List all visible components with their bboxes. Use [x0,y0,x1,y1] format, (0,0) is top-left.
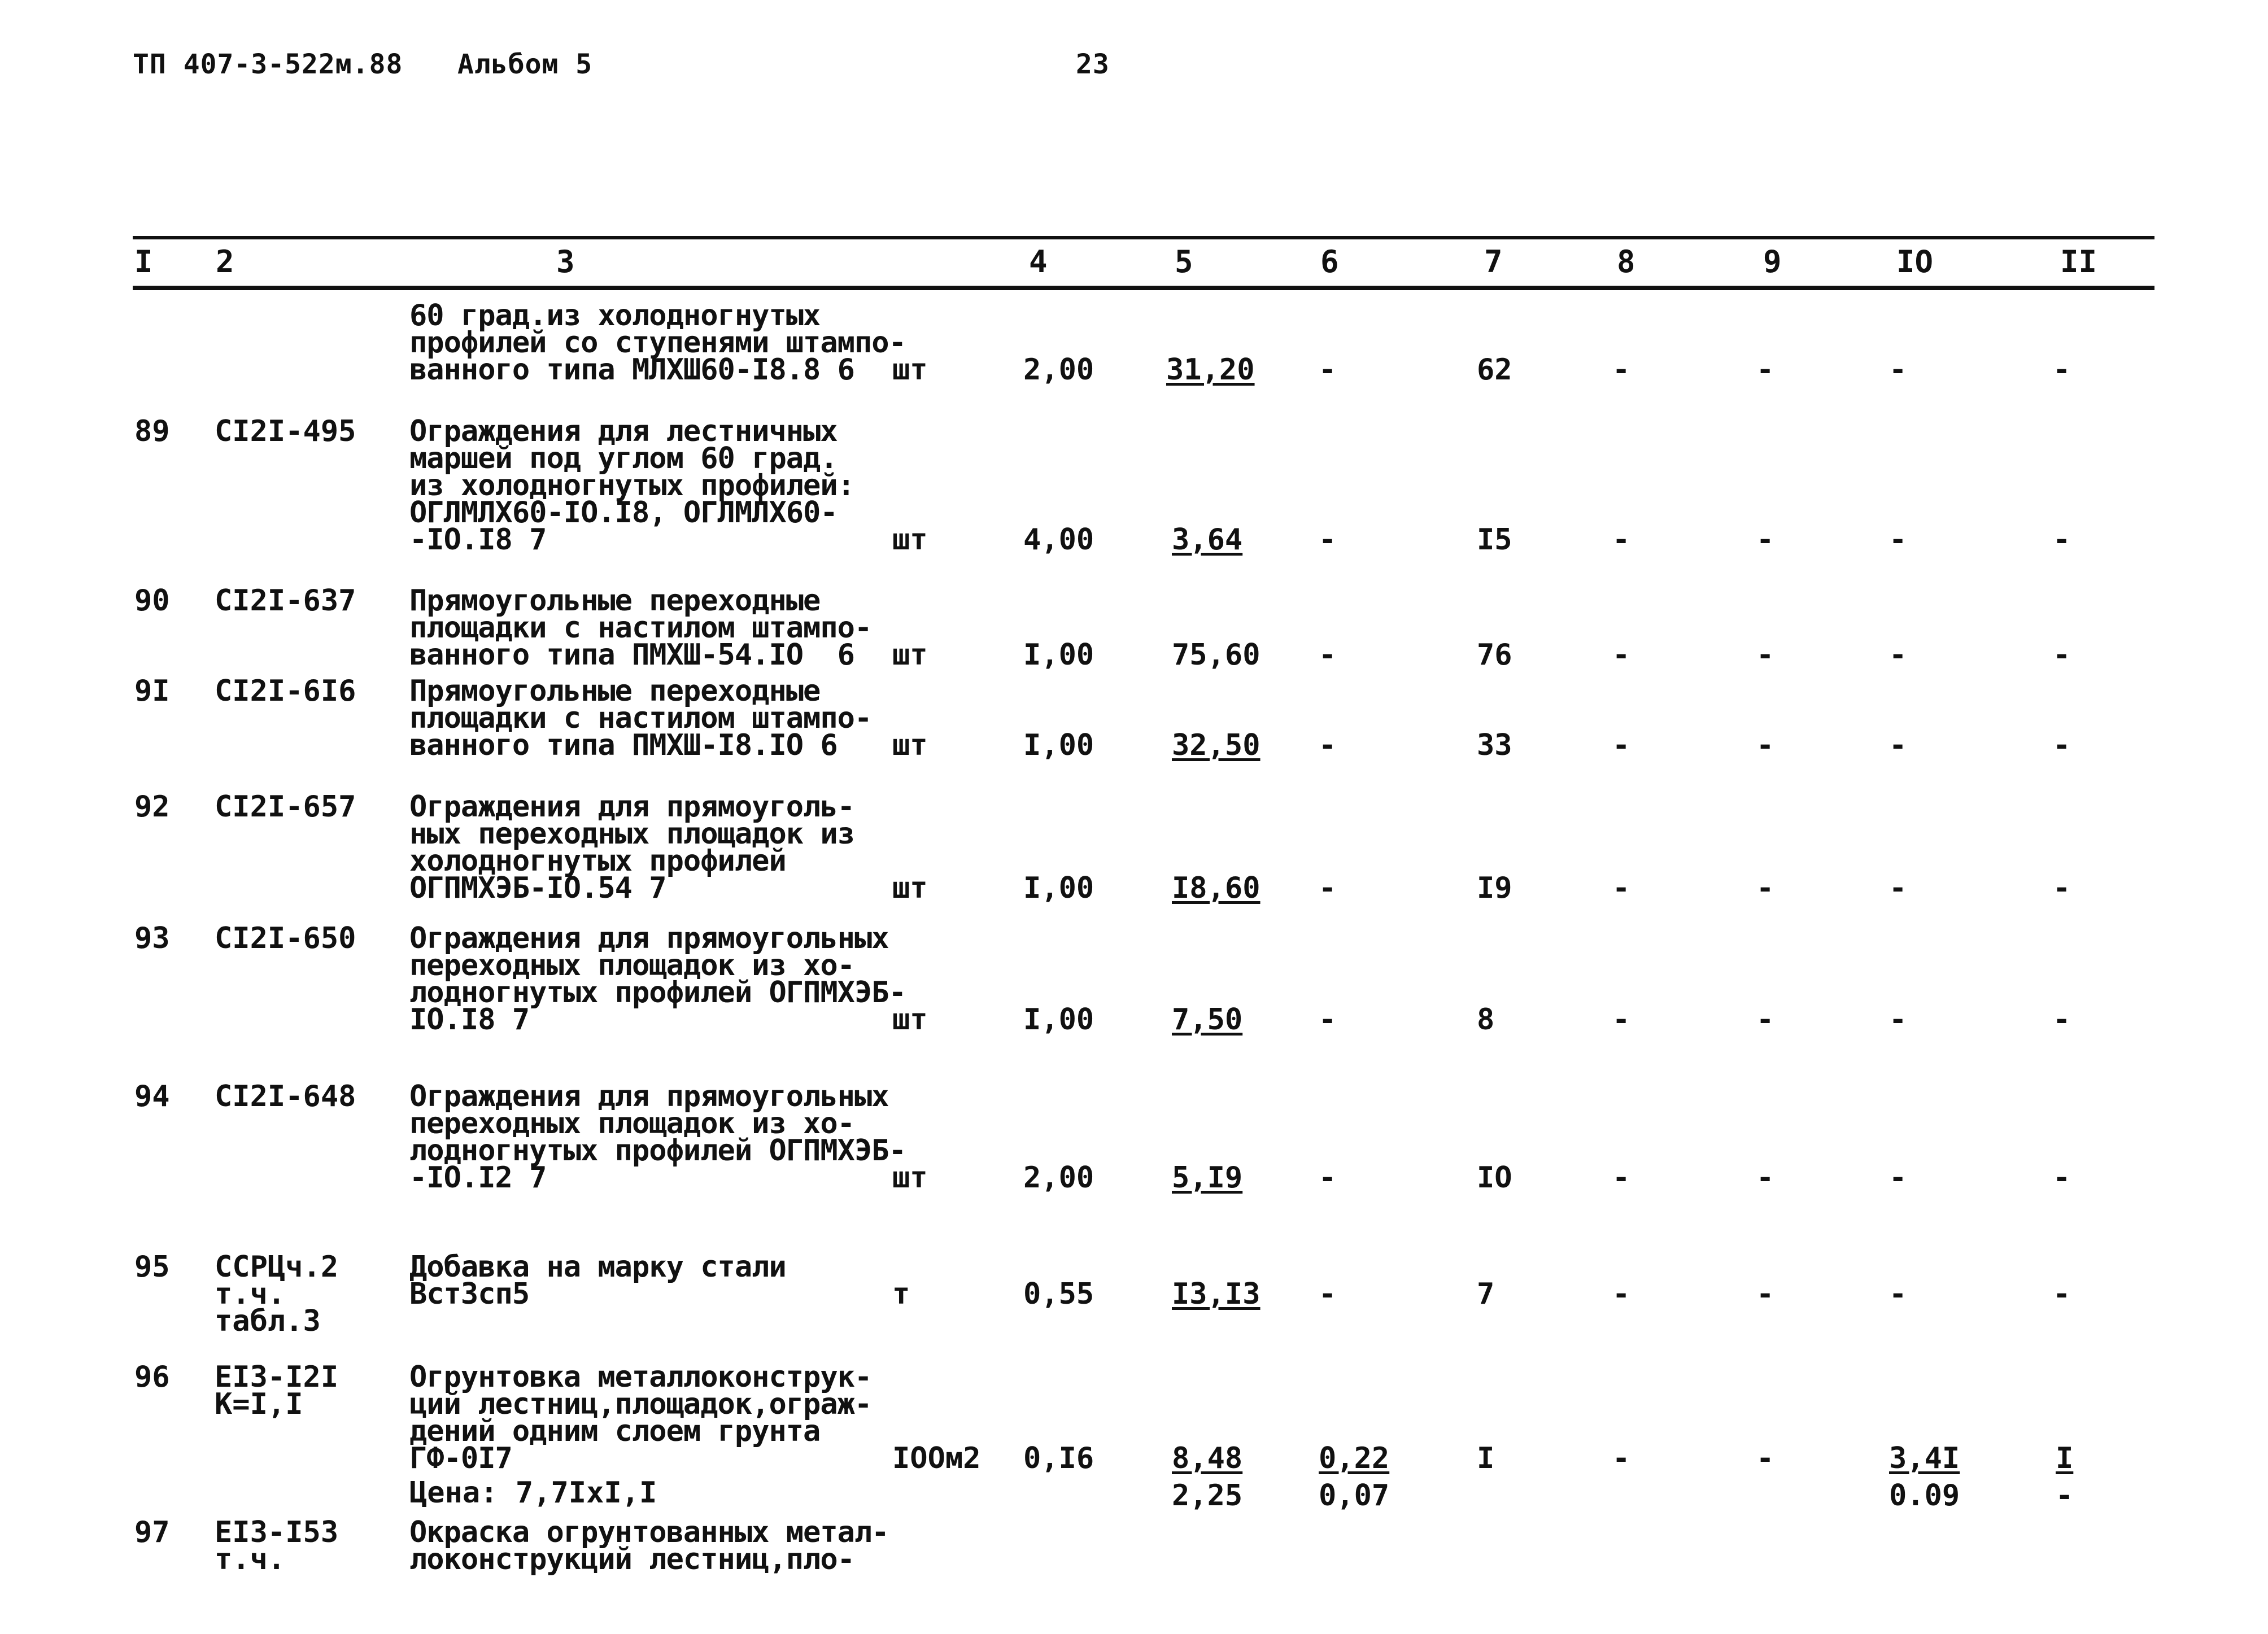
col6-value: - [1319,728,1337,762]
item-quantity: I,00 [1023,1003,1094,1037]
item-code: EI3-I2I К=I,I [215,1360,339,1421]
item-unit: шт [892,871,928,905]
col-head-10: IO [1896,244,1934,279]
item-quantity: I,00 [1023,638,1094,672]
col11-value: - [2053,353,2071,387]
col-head-8: 8 [1617,244,1635,279]
col11-value: - [2053,1161,2071,1195]
col9-value: - [1756,523,1774,557]
col7-value: IO [1477,1161,1512,1195]
item-number: 97 [134,1515,170,1549]
item-code: CI2I-657 [215,790,356,824]
col7-value: I5 [1477,523,1512,557]
col6-value: 0,22 [1319,1441,1390,1475]
col11-value: I [2056,1441,2074,1475]
item-code: ССРЦч.2 т.ч. табл.3 [215,1250,339,1338]
col6-value: - [1319,1161,1337,1195]
col9-value: - [1756,1277,1774,1311]
item-unit: шт [892,728,928,762]
col9-value: - [1756,1441,1774,1475]
col6-value: - [1319,638,1337,672]
table-top-rule [133,236,2154,239]
item-number: 92 [134,790,170,824]
item-unit: т [892,1277,910,1311]
col11-value: - [2053,728,2071,762]
col10-value: - [1889,871,1907,905]
album-label: Альбом 5 [457,49,593,80]
item-description: Прямоугольные переходные площадки с настилом штампо- ванного типа ПМХШ-I8.IO 6 [409,674,872,762]
item-price: 75,60 [1172,638,1261,672]
col-head-11: II [2060,244,2097,279]
item-price-sub: 2,25 [1172,1479,1243,1513]
item-unit: шт [892,353,928,387]
col10-value: - [1889,523,1907,557]
item-quantity: I,00 [1023,728,1094,762]
item-code: CI2I-637 [215,584,356,618]
col8-value: - [1612,1003,1630,1037]
item-price-note: Цена: 7,7IxI,I [409,1476,657,1510]
col-head-9: 9 [1763,244,1782,279]
col7-value: I9 [1477,871,1512,905]
col6-value: - [1319,523,1337,557]
item-unit: шт [892,638,928,672]
item-number: 93 [134,921,170,955]
item-unit: IOOм2 [892,1441,981,1475]
col9-value: - [1756,1161,1774,1195]
col8-value: - [1612,1277,1630,1311]
item-description: Ограждения для прямоугольных переходных площадок из хо- лодногнутых профилей ОГПМХЭБ- IO.I8 7 [409,921,906,1037]
item-description: Прямоугольные переходные площадки с настилом штампо- ванного типа ПМХШ-54.IO 6 [409,584,872,672]
item-number: 90 [134,584,170,618]
item-price: 32,50 [1172,728,1261,762]
col11-value: - [2053,523,2071,557]
col-head-1: I [134,244,153,279]
col6-sub: 0,07 [1319,1479,1390,1513]
col8-value: - [1612,1161,1630,1195]
item-description: Добавка на марку стали Вст3сп5 [409,1250,786,1311]
col8-value: - [1612,523,1630,557]
col10-value: 3,4I [1889,1441,1960,1475]
col11-sub: - [2056,1479,2074,1513]
col8-value: - [1612,1441,1630,1475]
col11-value: - [2053,638,2071,672]
item-description: Огрунтовка металлоконструк- ций лестниц,площадок,ограж- дений одним слоем грунта ГФ-0I7 [409,1360,872,1475]
item-description: Ограждения для прямоуголь- ных переходных площадок из холодногнутых профилей ОГПМХЭБ-IO.54 7 [409,790,854,905]
col7-value: 62 [1477,353,1512,387]
item-price: 7,50 [1172,1003,1243,1037]
item-price: 3,64 [1172,523,1243,557]
col10-sub: 0.09 [1889,1479,1960,1513]
item-price: I8,60 [1172,871,1261,905]
item-description: Ограждения для прямоугольных переходных площадок из хо- лодногнутых профилей ОГПМХЭБ- -IO.I2 7 [409,1080,906,1195]
col-head-3: 3 [556,244,575,279]
item-quantity: 2,00 [1023,353,1094,387]
col7-value: 7 [1477,1277,1495,1311]
col8-value: - [1612,728,1630,762]
document-code: ТП 407-3-522м.88 [133,49,403,80]
col6-value: - [1319,1003,1337,1037]
item-unit: шт [892,1003,928,1037]
col-head-4: 4 [1029,244,1048,279]
item-quantity: 2,00 [1023,1161,1094,1195]
item-code: CI2I-495 [215,414,356,448]
col8-value: - [1612,871,1630,905]
page-number: 23 [1076,49,1110,80]
table-header-rule [133,286,2154,290]
col10-value: - [1889,1003,1907,1037]
col-head-7: 7 [1484,244,1503,279]
item-code: CI2I-648 [215,1080,356,1113]
col9-value: - [1756,1003,1774,1037]
col9-value: - [1756,353,1774,387]
col8-value: - [1612,638,1630,672]
col10-value: - [1889,1161,1907,1195]
col11-value: - [2053,1277,2071,1311]
item-code: CI2I-650 [215,921,356,955]
item-price: 5,I9 [1172,1161,1243,1195]
col10-value: - [1889,728,1907,762]
col11-value: - [2053,1003,2071,1037]
col6-value: - [1319,871,1337,905]
col7-value: I [1477,1441,1495,1475]
col10-value: - [1889,1277,1907,1311]
item-code: CI2I-6I6 [215,674,356,708]
item-number: 95 [134,1250,170,1284]
item-number: 96 [134,1360,170,1394]
col7-value: 8 [1477,1003,1495,1037]
col9-value: - [1756,728,1774,762]
item-code: EI3-I53 т.ч. [215,1515,339,1576]
item-quantity: 0,55 [1023,1277,1094,1311]
col11-value: - [2053,871,2071,905]
col10-value: - [1889,353,1907,387]
col-head-5: 5 [1175,244,1193,279]
item-description: Ограждения для лестничных маршей под углом 60 град. из холодногнутых профилей: ОГЛМЛХ60-IO.I8, ОГЛМЛХ60- -IO.I8 7 [409,414,854,557]
item-price: I3,I3 [1172,1277,1261,1311]
item-price: 8,48 [1172,1441,1243,1475]
col6-value: - [1319,353,1337,387]
item-number: 9I [134,674,170,708]
item-unit: шт [892,1161,928,1195]
col7-value: 33 [1477,728,1512,762]
item-quantity: 0,I6 [1023,1441,1094,1475]
col-head-6: 6 [1320,244,1339,279]
col-head-2: 2 [216,244,234,279]
item-price: 31,20 [1166,353,1255,387]
col8-value: - [1612,353,1630,387]
col10-value: - [1889,638,1907,672]
col9-value: - [1756,871,1774,905]
item-description: 60 град.из холодногнутых профилей со ступенями штампо- ванного типа МЛХШ60-I8.8 6 [409,299,906,387]
item-quantity: 4,00 [1023,523,1094,557]
item-description: Окраска огрунтованных метал- локонструкций лестниц,пло- [409,1515,889,1576]
item-number: 89 [134,414,170,448]
col7-value: 76 [1477,638,1512,672]
item-number: 94 [134,1080,170,1113]
col6-value: - [1319,1277,1337,1311]
col9-value: - [1756,638,1774,672]
item-unit: шт [892,523,928,557]
item-quantity: I,00 [1023,871,1094,905]
